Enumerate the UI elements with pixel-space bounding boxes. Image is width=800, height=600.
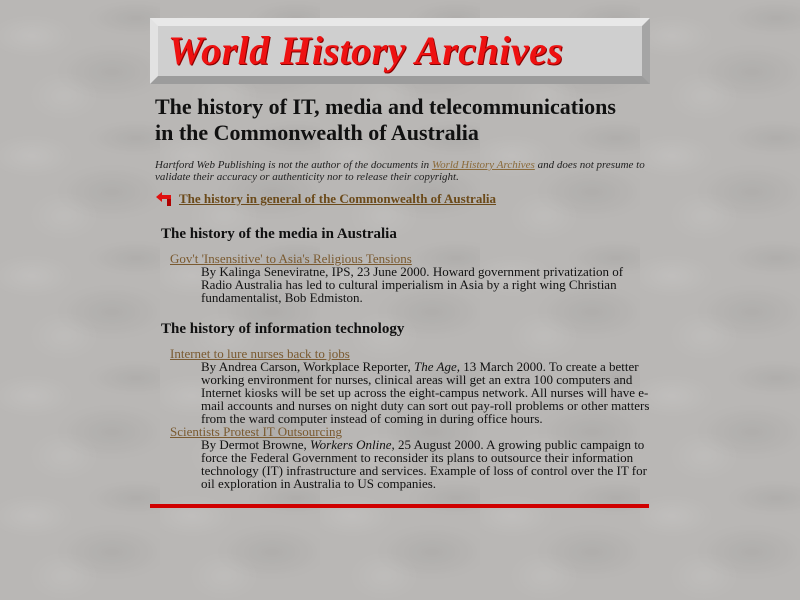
entry-text: Howard government privatization of Radio Australia has led to cultural imperialism in Asia by a right wing Christian fundamentalist, Bob Edmiston. (201, 264, 624, 305)
page-title (155, 94, 650, 146)
footer-red-rule (150, 504, 649, 508)
section-it (150, 320, 650, 490)
entry-byline: By Kalinga Seneviratne, IPS, 23 June 2000. (201, 264, 433, 279)
world-history-archives-link[interactable]: World History Archives (431, 159, 535, 171)
entry-list-media (170, 252, 650, 304)
entry-description (201, 360, 653, 425)
section-media (150, 225, 650, 304)
entry-link[interactable]: Internet to lure nurses back to jobs (170, 346, 350, 361)
section-heading-media: The history of the media in Australia (161, 226, 397, 242)
section-heading-it: The history of information technology (161, 321, 405, 337)
disclaimer (155, 159, 650, 183)
entry-description (201, 438, 653, 490)
entry-byline: By Andrea Carson, Workplace Reporter, (201, 359, 414, 374)
banner-title: World History Archives (168, 28, 564, 73)
back-to-australia-history-link[interactable]: The history in general of the Commonwealth of Australia (179, 191, 497, 206)
entry-publication: The Age, (414, 359, 460, 374)
entry-link[interactable]: Scientists Protest IT Outsourcing (170, 424, 343, 439)
page-title-line2: in the Commonwealth of Australia (155, 120, 479, 145)
page-content (150, 18, 650, 490)
entry-description (201, 265, 653, 304)
return-arrow-icon[interactable] (156, 191, 174, 207)
entry-byline: By Dermot Browne, (201, 437, 311, 452)
entry-publication: Workers Online, (310, 437, 395, 452)
entry-text: 13 March 2000. To create a better working environment for nurses, clinical areas will get an extra 100 computers and Internet kiosks will be set up across the eight-campus network. All nurses will have e-mail accounts and nurses on night duty can sort out pay-roll problems or other matters from the ward computer instead of coming in during office hours. (201, 359, 650, 426)
page-title-line1: The history of IT, media and telecommunications (155, 94, 616, 119)
disclaimer-text-before: Hartford Web Publishing is not the author of the documents in (155, 159, 432, 171)
entry-list-it (170, 347, 650, 490)
entry-text: 25 August 2000. A growing public campaign to force the Federal Government to reconsider its plans to outsource their information technology (IT) infrastructure and services. Example of loss of control over the IT for oil exploration in Australia to US companies. (201, 437, 647, 491)
site-banner[interactable] (150, 18, 650, 84)
entry-link[interactable]: Gov't 'Insensitive' to Asia's Religious Tensions (170, 251, 412, 266)
disclaimer-text-after: and does not presume to validate their accuracy or authenticity nor to release their copyright. (155, 159, 645, 183)
back-link-row (156, 191, 650, 207)
